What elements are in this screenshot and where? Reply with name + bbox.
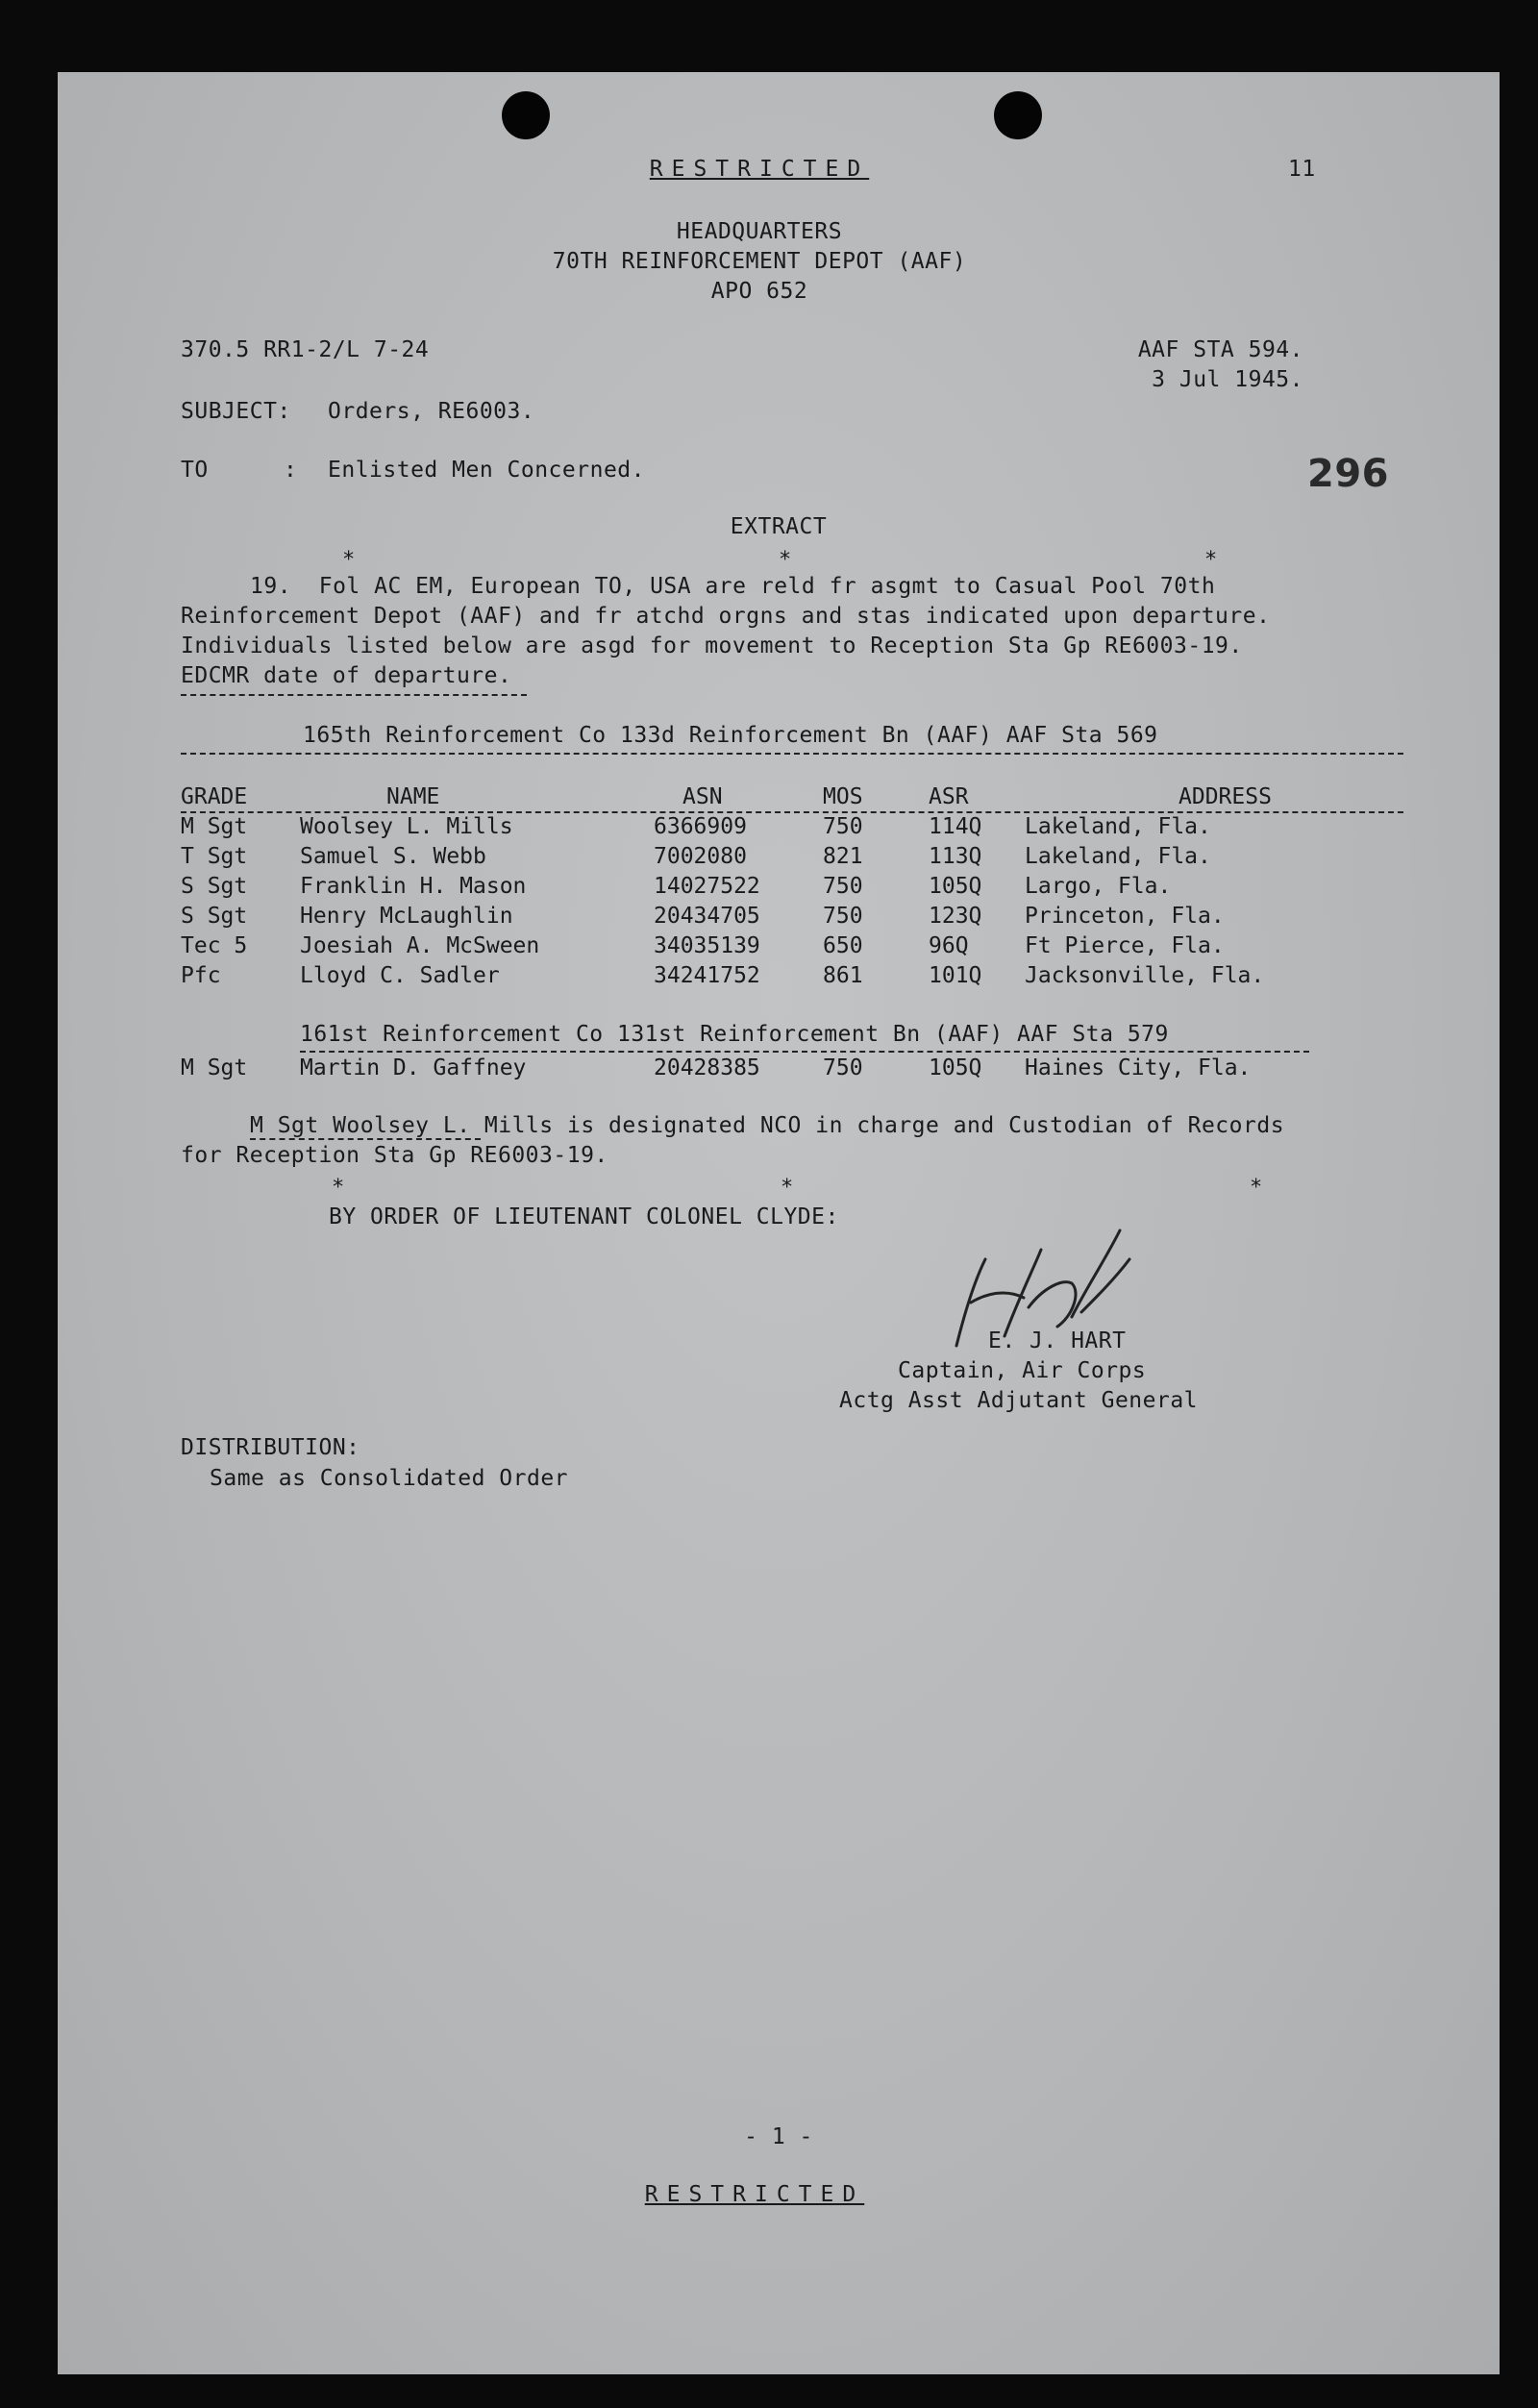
address-cell: Lakeland, Fla. — [1025, 843, 1211, 869]
column-header: GRADE — [181, 783, 248, 809]
roster-table-unit-2 — [181, 1053, 1313, 1082]
paragraph-line-3: Individuals listed below are asgd for movement to Reception Sta Gp RE6003-19. — [181, 633, 1243, 658]
paragraph-line-1: 19. Fol AC EM, European TO, USA are reld fr asgmt to Casual Pool 70th — [250, 574, 1216, 599]
grade-cell: T Sgt — [181, 843, 248, 869]
address-cell: Lakeland, Fla. — [1025, 813, 1211, 839]
unit-1-rows — [181, 811, 1313, 990]
asterisk: * — [781, 1176, 794, 1200]
to-label: TO — [181, 458, 209, 483]
distribution-value: Same as Consolidated Order — [210, 1466, 569, 1491]
table-row — [181, 960, 1313, 990]
column-header: ASN — [682, 783, 723, 809]
asn-cell: 6366909 — [654, 813, 747, 839]
signer-rank: Captain, Air Corps — [898, 1358, 1147, 1383]
grade-cell: Tec 5 — [181, 932, 248, 958]
stamp-number: 296 — [1307, 452, 1389, 496]
address-cell: Princeton, Fla. — [1025, 903, 1225, 929]
paragraph-line-4: EDCMR date of departure. — [181, 663, 512, 688]
grade-cell: S Sgt — [181, 903, 248, 929]
signer-name: E. J. HART — [988, 1328, 1127, 1353]
order-date: 3 Jul 1945. — [1152, 367, 1303, 392]
address-cell: Largo, Fla. — [1025, 873, 1172, 899]
punch-hole-right — [994, 91, 1042, 139]
by-order-line: BY ORDER OF LIEUTENANT COLONEL CLYDE: — [329, 1204, 839, 1229]
name-cell: Franklin H. Mason — [300, 873, 527, 899]
asterisk: * — [1250, 1176, 1263, 1200]
extract-title: EXTRACT — [730, 514, 828, 539]
table-header-row — [181, 782, 1313, 811]
column-header: ADDRESS — [1178, 783, 1272, 809]
subject-value: Orders, RE6003. — [328, 399, 535, 424]
name-cell: Woolsey L. Mills — [300, 813, 513, 839]
grade-cell: S Sgt — [181, 873, 248, 899]
asr-cell: 105Q — [929, 873, 982, 899]
name-cell: Henry McLaughlin — [300, 903, 513, 929]
asn-cell: 34241752 — [654, 962, 760, 988]
document-page — [58, 72, 1500, 2374]
mos-cell: 821 — [823, 843, 863, 869]
mos-cell: 750 — [823, 1055, 863, 1080]
nco-line-1: M Sgt Woolsey L. Mills is designated NCO in charge and Custodian of Records — [250, 1113, 1285, 1138]
table-row — [181, 811, 1313, 841]
unit-2-heading: 161st Reinforcement Co 131st Reinforcement Bn (AAF) AAF Sta 579 — [300, 1022, 1169, 1047]
mos-cell: 650 — [823, 932, 863, 958]
asterisk: * — [332, 1176, 345, 1200]
asterisk: * — [779, 548, 792, 572]
table-row — [181, 871, 1313, 901]
grade-cell: M Sgt — [181, 1055, 248, 1080]
name-cell: Samuel S. Webb — [300, 843, 486, 869]
org-headquarters: HEADQUARTERS — [676, 219, 843, 244]
paragraph-line-2: Reinforcement Depot (AAF) and fr atchd orgns and stas indicated upon departure. — [181, 604, 1271, 629]
grade-cell: M Sgt — [181, 813, 248, 839]
table-row — [181, 931, 1313, 960]
signer-title: Actg Asst Adjutant General — [839, 1388, 1199, 1413]
subject-label: SUBJECT: — [181, 399, 291, 424]
column-header: MOS — [823, 783, 863, 809]
mos-cell: 750 — [823, 873, 863, 899]
station: AAF STA 594. — [1137, 337, 1303, 362]
mos-cell: 750 — [823, 813, 863, 839]
dashed-rule — [181, 753, 1403, 755]
classification-bottom: RESTRICTED — [644, 2182, 865, 2207]
asn-cell: 20428385 — [654, 1055, 760, 1080]
file-reference: 370.5 RR1-2/L 7-24 — [181, 337, 430, 362]
asterisk: * — [1204, 548, 1218, 572]
org-apo: APO 652 — [710, 279, 808, 304]
dashed-rule — [181, 694, 527, 696]
asn-cell: 7002080 — [654, 843, 747, 869]
dashed-rule — [181, 811, 1403, 813]
address-cell: Jacksonville, Fla. — [1025, 962, 1265, 988]
nco-line-2: for Reception Sta Gp RE6003-19. — [181, 1143, 608, 1168]
column-header: ASR — [929, 783, 969, 809]
mos-cell: 861 — [823, 962, 863, 988]
asn-cell: 20434705 — [654, 903, 760, 929]
page-number: 11 — [1288, 157, 1316, 182]
asr-cell: 114Q — [929, 813, 982, 839]
mos-cell: 750 — [823, 903, 863, 929]
punch-hole-left — [502, 91, 550, 139]
asn-cell: 14027522 — [654, 873, 760, 899]
asn-cell: 34035139 — [654, 932, 760, 958]
asterisk: * — [342, 548, 356, 572]
address-cell: Haines City, Fla. — [1025, 1055, 1252, 1080]
distribution-label: DISTRIBUTION: — [181, 1435, 360, 1460]
asr-cell: 101Q — [929, 962, 982, 988]
table-row — [181, 1053, 1313, 1082]
column-header: NAME — [386, 783, 440, 809]
asr-cell: 123Q — [929, 903, 982, 929]
address-cell: Ft Pierce, Fla. — [1025, 932, 1225, 958]
name-cell: Joesiah A. McSween — [300, 932, 540, 958]
asr-cell: 105Q — [929, 1055, 982, 1080]
org-depot: 70TH REINFORCEMENT DEPOT (AAF) — [552, 249, 967, 274]
classification-top: RESTRICTED — [649, 157, 870, 182]
unit-2-rows — [181, 1053, 1313, 1082]
asr-cell: 113Q — [929, 843, 982, 869]
page-footer-number: - 1 - — [744, 2124, 813, 2149]
asr-cell: 96Q — [929, 932, 969, 958]
to-value: Enlisted Men Concerned. — [328, 458, 645, 483]
name-cell: Martin D. Gaffney — [300, 1055, 527, 1080]
table-row — [181, 841, 1313, 871]
grade-cell: Pfc — [181, 962, 221, 988]
unit-1-heading: 165th Reinforcement Co 133d Reinforcement Bn (AAF) AAF Sta 569 — [303, 723, 1158, 748]
to-separator: : — [284, 458, 298, 483]
dashed-rule — [250, 1138, 481, 1140]
table-row — [181, 901, 1313, 931]
name-cell: Lloyd C. Sadler — [300, 962, 500, 988]
